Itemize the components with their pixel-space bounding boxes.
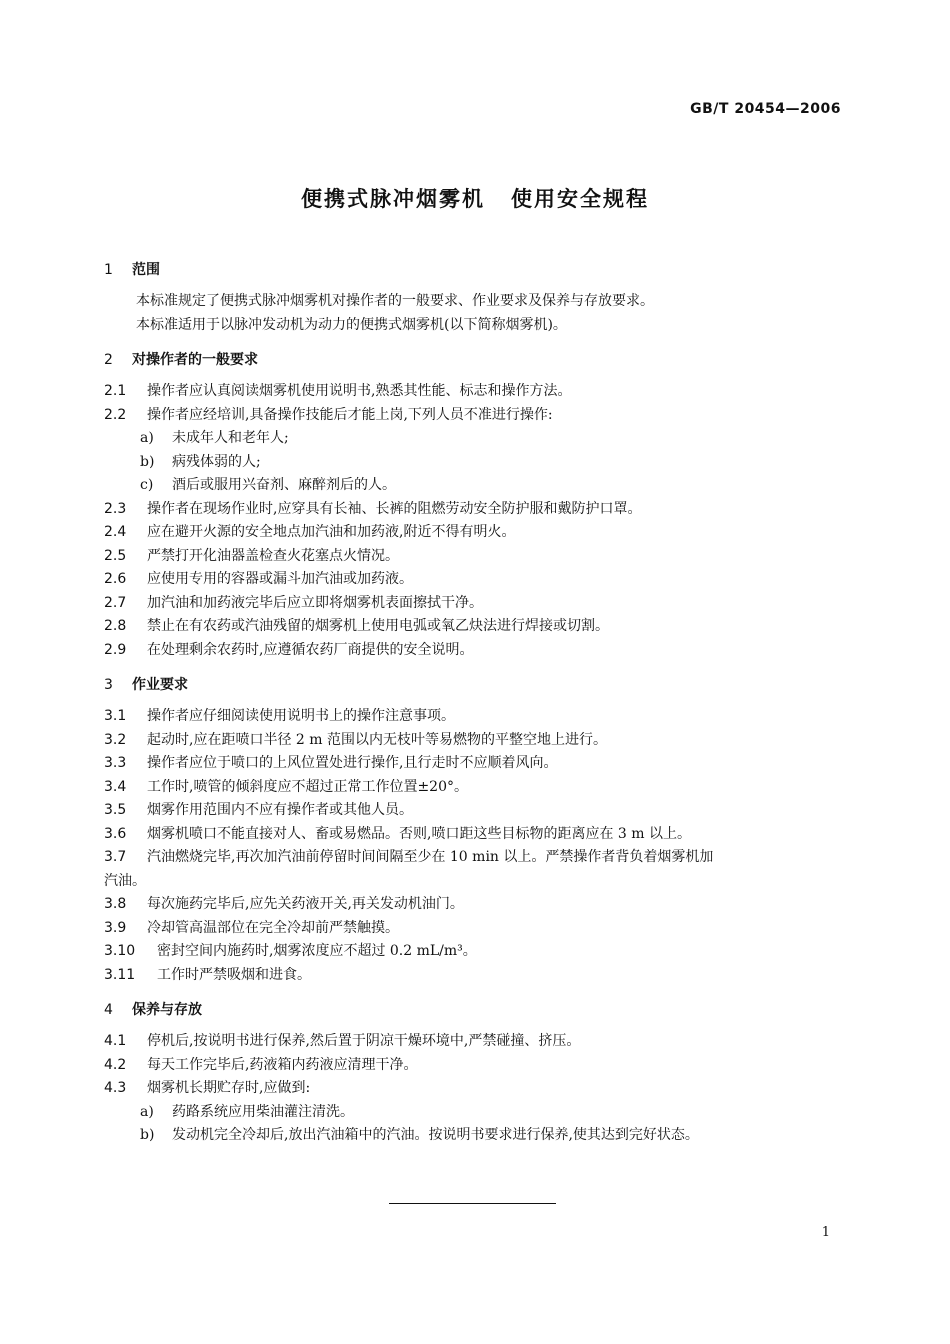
title-part-1: 便携式脉冲烟雾机 xyxy=(301,187,485,211)
list-label: c) xyxy=(140,477,154,493)
clause-text: 操作者应经培训,具备操作技能后才能上岗,下列人员不准进行操作: xyxy=(147,406,553,423)
clause-2-5 xyxy=(104,545,841,569)
list-text: 未成年人和老年人; xyxy=(172,430,289,446)
section-title: 保养与存放 xyxy=(132,1002,202,1018)
clause-number: 2.9 xyxy=(104,641,127,658)
clause-3-8 xyxy=(104,893,841,917)
list-text: 病残体弱的人; xyxy=(172,453,261,470)
list-label: a) xyxy=(140,1103,154,1120)
clause-2-1 xyxy=(104,380,841,404)
clause-text: 每天工作完毕后,药液箱内药液应清理干净。 xyxy=(147,1056,418,1073)
clause-2-4 xyxy=(104,521,841,545)
section-number: 4 xyxy=(104,1002,113,1018)
clause-3-5 xyxy=(104,799,841,823)
clause-text: 应使用专用的容器或漏斗加汽油或加药液。 xyxy=(147,571,413,587)
clause-number: 2.1 xyxy=(104,383,127,399)
clause-text: 操作者应认真阅读烟雾机使用说明书,熟悉其性能、标志和操作方法。 xyxy=(147,383,572,399)
clause-number: 3.9 xyxy=(104,919,127,936)
clause-text: 操作者在现场作业时,应穿具有长袖、长裤的阻燃劳动安全防护服和戴防护口罩。 xyxy=(147,500,642,517)
clause-number: 3.6 xyxy=(104,825,127,842)
clause-text: 停机后,按说明书进行保养,然后置于阴凉干燥环境中,严禁碰撞、挤压。 xyxy=(147,1033,581,1049)
list-item-b xyxy=(104,1124,841,1148)
list-item-a xyxy=(104,1101,841,1125)
section-heading-1 xyxy=(104,258,841,282)
clause-text: 禁止在有农药或汽油残留的烟雾机上使用电弧或氧乙炔法进行焊接或切割。 xyxy=(147,618,609,634)
paragraph: 本标准规定了便携式脉冲烟雾机对操作者的一般要求、作业要求及保养与存放要求。 xyxy=(136,293,654,309)
clause-text: 在处理剩余农药时,应遵循农药厂商提供的安全说明。 xyxy=(147,641,474,658)
clause-3-3 xyxy=(104,752,841,776)
clause-4-1 xyxy=(104,1030,841,1054)
clause-3-9 xyxy=(104,917,841,941)
clause-number: 4.1 xyxy=(104,1033,127,1049)
clause-number: 3.8 xyxy=(104,896,127,912)
clause-text: 加汽油和加药液完毕后应立即将烟雾机表面擦拭干净。 xyxy=(147,594,483,611)
clause-text: 工作时,喷管的倾斜度应不超过正常工作位置±20°。 xyxy=(147,778,468,795)
clause-number: 2.6 xyxy=(104,571,127,587)
section-number: 2 xyxy=(104,352,113,368)
clause-2-8 xyxy=(104,615,841,639)
clause-text: 操作者应位于喷口的上风位置处进行操作,且行走时不应顺着风向。 xyxy=(147,755,558,771)
clause-text: 烟雾作用范围内不应有操作者或其他人员。 xyxy=(147,802,413,818)
list-label: b) xyxy=(140,453,155,470)
clause-2-3 xyxy=(104,498,841,522)
clause-text: 烟雾机喷口不能直接对人、畜或易燃品。否则,喷口距这些目标物的距离应在 3 m 以上。 xyxy=(147,825,691,842)
clause-4-3 xyxy=(104,1077,841,1101)
clause-number: 4.2 xyxy=(104,1056,127,1073)
list-text: 酒后或服用兴奋剂、麻醉剂后的人。 xyxy=(172,477,396,493)
clause-text: 每次施药完毕后,应先关药液开关,再关发动机油门。 xyxy=(147,896,464,912)
end-of-document-rule xyxy=(389,1203,556,1204)
list-label: b) xyxy=(140,1127,155,1143)
clause-text: 起动时,应在距喷口半径 2 m 范围以内无枝叶等易燃物的平整空地上进行。 xyxy=(147,731,607,748)
list-label: a) xyxy=(140,430,154,446)
clause-number: 2.7 xyxy=(104,594,127,611)
section-title: 作业要求 xyxy=(132,677,188,693)
title-part-2: 使用安全规程 xyxy=(511,187,649,211)
clause-number: 3.5 xyxy=(104,802,127,818)
clause-number: 2.8 xyxy=(104,618,127,634)
section-heading-2 xyxy=(104,348,841,372)
clause-text: 应在避开火源的安全地点加汽油和加药液,附近不得有明火。 xyxy=(147,524,516,540)
clause-3-2 xyxy=(104,729,841,753)
clause-3-10 xyxy=(104,940,841,964)
clause-number: 4.3 xyxy=(104,1080,127,1096)
list-item-c xyxy=(104,474,841,498)
section-number: 1 xyxy=(104,262,113,278)
clause-text: 冷却管高温部位在完全冷却前严禁触摸。 xyxy=(147,919,399,936)
clause-number: 2.5 xyxy=(104,547,127,564)
clause-3-6 xyxy=(104,823,841,847)
list-text: 发动机完全冷却后,放出汽油箱中的汽油。按说明书要求进行保养,使其达到完好状态。 xyxy=(172,1127,699,1143)
clause-number: 2.3 xyxy=(104,500,127,517)
clause-2-9 xyxy=(104,639,841,663)
list-item-a xyxy=(104,427,841,451)
clause-3-11 xyxy=(104,964,841,988)
section-heading-4 xyxy=(104,998,841,1022)
clause-3-7-continuation: 汽油。 xyxy=(104,872,146,889)
list-item-b xyxy=(104,451,841,475)
section-title: 对操作者的一般要求 xyxy=(132,352,258,368)
clause-number: 3.3 xyxy=(104,755,127,771)
clause-text: 密封空间内施药时,烟雾浓度应不超过 0.2 mL/m³。 xyxy=(157,943,477,959)
document-body xyxy=(104,258,841,1148)
clause-number: 3.7 xyxy=(104,849,127,865)
document-title xyxy=(0,183,950,213)
section-number: 3 xyxy=(104,677,113,693)
section-title: 范围 xyxy=(132,262,160,278)
clause-text: 工作时严禁吸烟和进食。 xyxy=(157,966,311,983)
clause-text: 烟雾机长期贮存时,应做到: xyxy=(147,1080,311,1096)
clause-number: 3.10 xyxy=(104,943,136,959)
clause-number: 3.4 xyxy=(104,778,127,795)
clause-2-7 xyxy=(104,592,841,616)
clause-4-2 xyxy=(104,1054,841,1078)
clause-number: 3.2 xyxy=(104,731,127,748)
clause-text: 操作者应仔细阅读使用说明书上的操作注意事项。 xyxy=(147,708,455,724)
list-text: 药路系统应用柴油灌注清洗。 xyxy=(172,1103,354,1120)
clause-3-4 xyxy=(104,776,841,800)
clause-number: 2.4 xyxy=(104,524,127,540)
section-heading-3 xyxy=(104,673,841,697)
clause-2-6 xyxy=(104,568,841,592)
clause-3-7 xyxy=(104,846,841,870)
paragraph: 本标准适用于以脉冲发动机为动力的便携式烟雾机(以下简称烟雾机)。 xyxy=(136,316,567,333)
clause-3-1 xyxy=(104,705,841,729)
clause-number: 3.1 xyxy=(104,708,127,724)
clause-number: 2.2 xyxy=(104,406,127,423)
clause-text: 汽油燃烧完毕,再次加汽油前停留时间间隔至少在 10 min 以上。严禁操作者背负着烟雾机加 xyxy=(147,849,714,865)
standard-code: GB/T 20454—2006 xyxy=(690,101,841,117)
clause-text: 严禁打开化油器盖检查火花塞点火情况。 xyxy=(147,547,399,564)
page-number: 1 xyxy=(821,1225,830,1240)
clause-2-2 xyxy=(104,404,841,428)
clause-number: 3.11 xyxy=(104,966,136,983)
